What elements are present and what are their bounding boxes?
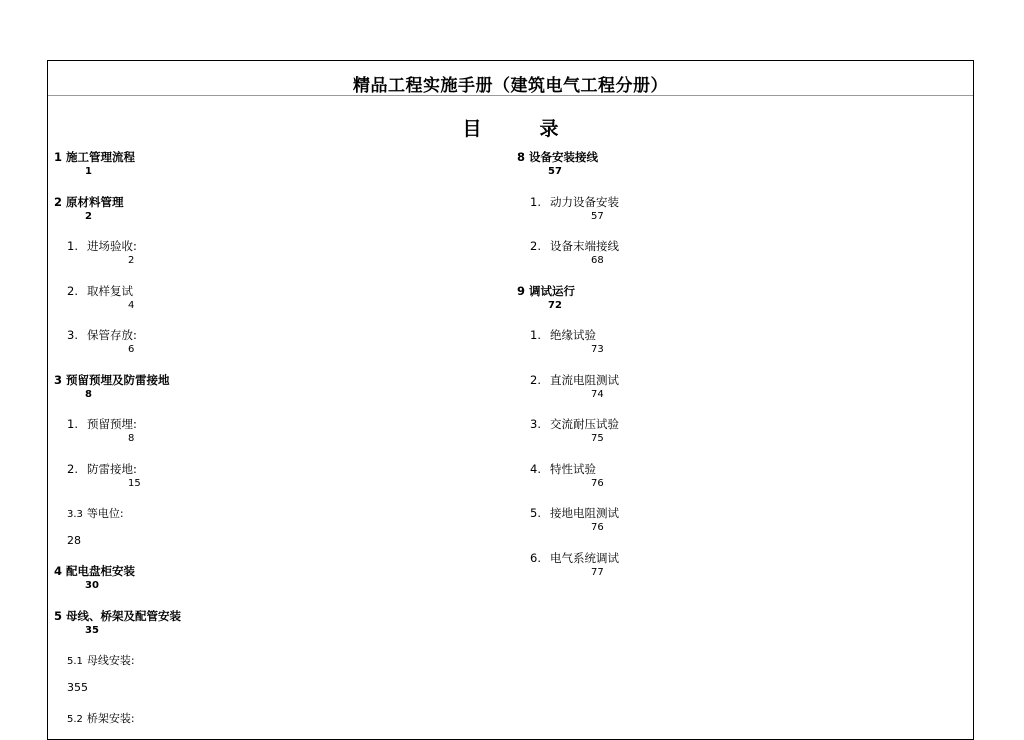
toc-entry-number: 5.1 [67, 656, 83, 667]
toc-entry[interactable] [517, 372, 957, 417]
toc-entry-number: 3.3 [67, 509, 83, 520]
toc-entry-text: 等电位: [86, 507, 124, 520]
toc-entry-label [530, 194, 619, 210]
toc-entry-page: 75 [591, 433, 604, 444]
toc-entry-label [67, 416, 137, 432]
toc-entry-label [67, 652, 135, 668]
toc-entry-label: 5 母线、桥架及配管安装 [54, 608, 182, 623]
toc-entry-text: 电气系统调试 [550, 550, 619, 565]
toc-entry[interactable] [517, 283, 957, 328]
toc-entry-page: 76 [591, 477, 604, 489]
toc-entry[interactable] [54, 327, 494, 372]
toc-entry-number: 1. [67, 417, 78, 431]
toc-entry-text: 动力设备安装 [550, 194, 619, 209]
toc-entry[interactable] [54, 194, 494, 239]
toc-entry-page: 2 [128, 255, 135, 266]
toc-entry-page: 77 [591, 566, 604, 578]
toc-entry-label: 4 配电盘柜安装 [54, 564, 136, 578]
toc-entry-label [530, 416, 619, 432]
toc-entry[interactable] [54, 608, 494, 653]
toc-entry-number: 2. [530, 239, 541, 253]
toc-entry-number: 3. [530, 417, 541, 431]
toc-entry[interactable] [54, 238, 494, 283]
toc-entry[interactable] [54, 563, 494, 608]
toc-entry-number: 3. [67, 328, 78, 342]
toc-entry-text: 防雷接地: [87, 461, 137, 476]
toc-entry-number: 1. [67, 239, 78, 253]
title-divider [48, 95, 973, 96]
toc-entry-text: 保管存放: [87, 328, 137, 342]
toc-entry-page: 15 [128, 477, 141, 489]
toc-entry-page: 68 [591, 255, 604, 266]
toc-entry[interactable] [517, 416, 957, 461]
toc-entry-label: 1 施工管理流程 [54, 150, 136, 164]
toc-entry[interactable] [517, 149, 957, 194]
toc-entry-page: 355 [67, 681, 88, 694]
toc-entry-label [530, 550, 619, 566]
toc-entry[interactable] [517, 461, 957, 506]
toc-entry[interactable] [517, 550, 957, 595]
toc-entry[interactable] [517, 505, 957, 550]
toc-entry-page: 8 [128, 433, 135, 444]
toc-heading-right: 录 [539, 118, 559, 140]
toc-entry-label [530, 505, 619, 521]
toc-entry-label [67, 505, 124, 521]
toc-entry[interactable] [54, 534, 494, 563]
toc-entry-text: 接地电阻测试 [550, 506, 619, 520]
toc-entry-text: 特性试验 [550, 461, 596, 476]
toc-entry-page: 74 [591, 388, 604, 400]
toc-entry[interactable] [54, 372, 494, 417]
toc-entry[interactable] [54, 505, 494, 534]
toc-entry-page: 6 [128, 344, 135, 355]
toc-entry-number: 5.2 [67, 714, 83, 725]
toc-entry-page: 72 [548, 299, 562, 311]
toc-entry-number: 2. [67, 461, 78, 476]
toc-entry-page: 1 [85, 166, 92, 177]
toc-left-column [54, 149, 494, 739]
toc-entry[interactable] [54, 149, 494, 194]
toc-entry[interactable] [517, 238, 957, 283]
toc-entry-text: 设备末端接线 [550, 239, 619, 253]
toc-entry-text: 进场验收: [87, 239, 137, 253]
toc-entry-label: 3 预留预埋及防雷接地 [54, 372, 170, 387]
toc-entry-label [67, 283, 133, 299]
toc-heading-left: 目 [462, 118, 482, 140]
toc-entry[interactable] [54, 283, 494, 328]
toc-entry[interactable] [54, 416, 494, 461]
toc-entry-page: 35 [85, 624, 99, 636]
toc-entry-number: 2. [530, 372, 541, 387]
toc-entry-page: 57 [591, 210, 604, 222]
toc-entry-label [67, 327, 137, 343]
toc-entry[interactable] [517, 194, 957, 239]
toc-entry-label [530, 461, 596, 477]
toc-entry-text: 母线安装: [86, 654, 135, 667]
toc-entry-number: 6. [530, 550, 541, 565]
toc-entry-page: 28 [67, 534, 81, 547]
toc-entry-label [530, 327, 596, 343]
toc-entry[interactable] [54, 681, 494, 710]
toc-entry-number: 2. [67, 283, 78, 298]
toc-entry-page: 57 [548, 166, 562, 177]
toc-entry-label: 9 调试运行 [517, 283, 576, 298]
toc-entry-number: 1. [530, 194, 541, 209]
toc-entry-label [67, 710, 135, 726]
toc-heading [48, 114, 973, 141]
toc-entry-number: 1. [530, 328, 541, 342]
toc-entry-page: 76 [591, 522, 604, 533]
toc-entry-label [67, 238, 137, 254]
toc-entry-label [530, 238, 619, 254]
toc-entry-label [530, 372, 619, 388]
toc-entry-label: 8 设备安装接线 [517, 150, 599, 164]
document-frame [47, 60, 974, 740]
toc-entry-label [67, 461, 137, 477]
document-title: 精品工程实施手册（建筑电气工程分册） [353, 76, 668, 96]
toc-entry-label: 2 原材料管理 [54, 194, 124, 209]
toc-entry-text: 交流耐压试验 [550, 417, 619, 431]
toc-right-column [517, 149, 957, 594]
toc-entry-page: 73 [591, 344, 604, 355]
toc-entry-text: 直流电阻测试 [550, 372, 619, 387]
toc-entry-page: 2 [85, 210, 92, 222]
toc-entry-page: 4 [128, 299, 135, 311]
toc-entry[interactable] [54, 461, 494, 506]
toc-entry-text: 桥架安装: [86, 712, 135, 725]
toc-entry-page: 8 [85, 388, 92, 400]
toc-entry-number: 5. [530, 506, 541, 520]
toc-entry-page: 30 [85, 580, 99, 591]
toc-entry-text: 绝缘试验 [550, 328, 596, 342]
toc-entry-text: 预留预埋: [87, 417, 137, 431]
toc-entry-text: 取样复试 [87, 283, 133, 298]
toc-entry-number: 4. [530, 461, 541, 476]
toc-entry[interactable] [517, 327, 957, 372]
toc-entry[interactable] [54, 652, 494, 681]
